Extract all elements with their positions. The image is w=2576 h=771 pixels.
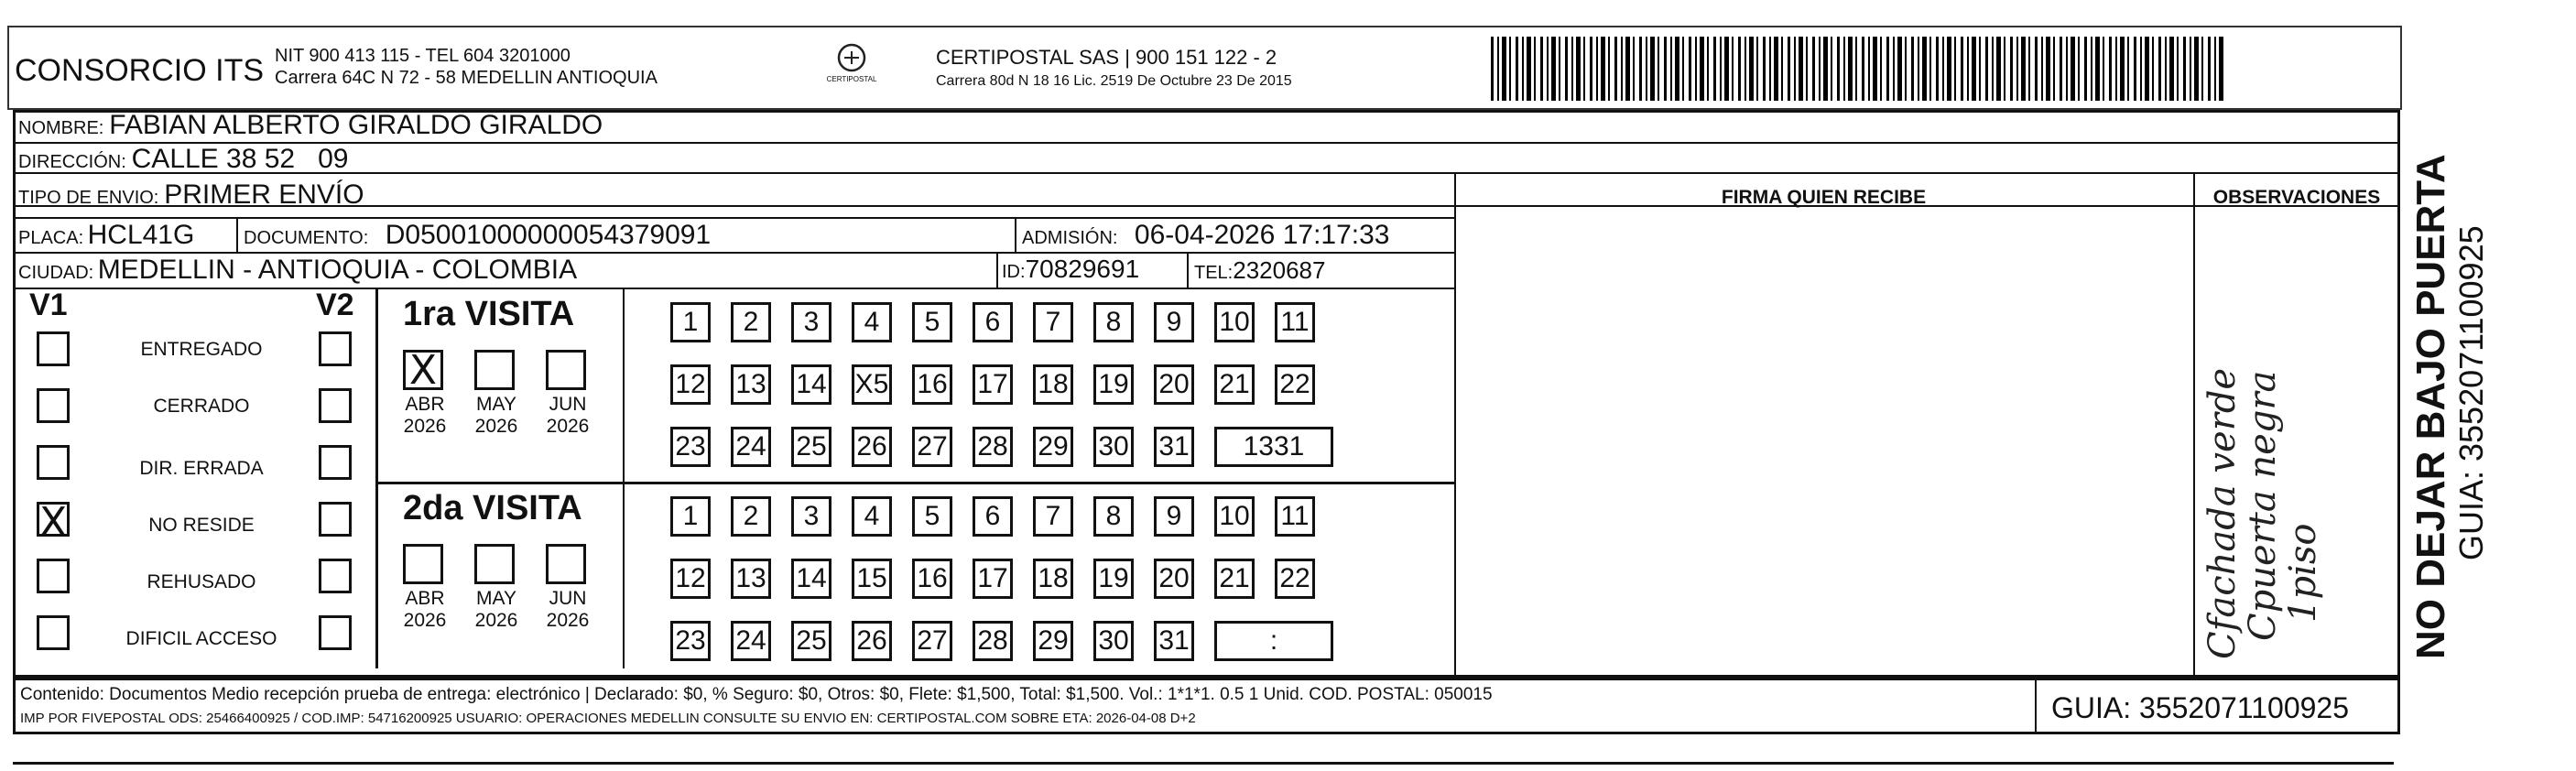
day-box[interactable]: 16 [912, 559, 952, 599]
send-type-value: PRIMER ENVÍO [164, 179, 364, 210]
city-field [18, 255, 577, 286]
address-row [18, 144, 348, 175]
month-checkbox[interactable] [403, 347, 443, 394]
day-box[interactable]: 18 [1033, 559, 1073, 599]
month-label: ABR [405, 588, 445, 609]
side-guia: GUIA: 3552071100925 [2452, 225, 2490, 560]
day-box[interactable]: 23 [670, 427, 711, 467]
status-v1-checkbox[interactable] [37, 388, 70, 423]
admission-field [1022, 220, 1389, 251]
admission-label: ADMISIÓN: [1022, 228, 1118, 248]
day-box[interactable]: X5 [852, 364, 892, 405]
day-box[interactable]: 15 [852, 559, 892, 599]
day-box[interactable]: 3 [791, 496, 831, 537]
day-box[interactable]: 8 [1093, 496, 1134, 537]
v1-label: V1 [29, 288, 68, 322]
day-box[interactable]: 26 [852, 621, 892, 661]
time-box[interactable]: : [1214, 621, 1333, 661]
day-box[interactable]: 27 [912, 621, 952, 661]
plate-field [18, 220, 194, 251]
status-label: CERRADO [153, 396, 250, 417]
day-box[interactable]: 6 [973, 496, 1013, 537]
status-v1-checkbox[interactable] [37, 615, 70, 650]
logo-text: CERTIPOSTAL [826, 75, 877, 83]
name-label: NOMBRE: [18, 118, 104, 138]
v2-label: V2 [316, 288, 354, 322]
barcode [1491, 37, 2223, 101]
status-v2-checkbox[interactable] [319, 331, 352, 366]
day-box[interactable]: 17 [973, 559, 1013, 599]
company-name: CONSORCIO ITS [15, 53, 265, 88]
day-box[interactable]: 16 [912, 364, 952, 405]
status-v2-checkbox[interactable] [319, 615, 352, 650]
company-line1: NIT 900 413 115 - TEL 604 3201000 [275, 46, 571, 66]
check-mark: X [39, 499, 68, 546]
footer-line2: IMP POR FIVEPOSTAL ODS: 25466400925 / COD.IMP: 54716200925 USUARIO: OPERACIONES MEDELLIN CONSULTE SU ENVIO EN: CERTIPOSTAL.COM SOBRE ETA: 2026-04-08 D+2 [20, 711, 1196, 726]
address-label: DIRECCIÓN: [18, 152, 126, 172]
plate-value: HCL41G [87, 220, 195, 250]
month-checkbox[interactable] [403, 544, 443, 584]
status-label: NO RESIDE [148, 515, 255, 536]
visit1-title: 1ra VISITA [403, 295, 575, 333]
day-box[interactable]: 24 [731, 621, 771, 661]
city-label: CIUDAD: [18, 263, 94, 283]
month-checkbox[interactable] [474, 350, 515, 390]
day-box[interactable]: 13 [731, 559, 771, 599]
city-value: MEDELLIN - ANTIOQUIA - COLOMBIA [97, 255, 578, 285]
day-box[interactable]: 5 [912, 302, 952, 342]
handwritten-line: Cfachada verde [2201, 367, 2244, 659]
day-box[interactable]: 4 [852, 302, 892, 342]
day-box[interactable]: 29 [1033, 621, 1073, 661]
month-year: 2026 [474, 610, 518, 631]
status-v1-checkbox[interactable] [37, 445, 70, 480]
day-box[interactable]: 22 [1275, 364, 1315, 405]
tel-value: 2320687 [1233, 256, 1326, 284]
handwritten-line: 1piso [2282, 523, 2324, 623]
admission-value: 06-04-2026 17:17:33 [1134, 220, 1390, 250]
day-box[interactable]: 23 [670, 621, 711, 661]
day-box[interactable]: 7 [1033, 302, 1073, 342]
plate-label: PLACA: [18, 228, 84, 248]
certipostal-line1: CERTIPOSTAL SAS | 900 151 122 - 2 [936, 46, 1277, 69]
day-box[interactable]: 2 [731, 496, 771, 537]
name-value: FABIAN ALBERTO GIRALDO GIRALDO [109, 110, 603, 140]
day-box[interactable]: 25 [791, 621, 831, 661]
day-box[interactable]: 12 [670, 364, 711, 405]
day-box[interactable]: 26 [852, 427, 892, 467]
day-box[interactable]: 5 [912, 496, 952, 537]
day-box[interactable]: 31 [1154, 427, 1194, 467]
day-box[interactable]: 19 [1093, 364, 1134, 405]
id-value: 70829691 [1025, 255, 1140, 283]
day-box[interactable]: 29 [1033, 427, 1073, 467]
day-box[interactable]: 21 [1214, 559, 1255, 599]
day-box[interactable]: 17 [973, 364, 1013, 405]
visit2-title: 2da VISITA [403, 489, 582, 527]
day-box[interactable]: 6 [973, 302, 1013, 342]
time-box[interactable]: 1331 [1214, 427, 1333, 467]
day-box[interactable]: 21 [1214, 364, 1255, 405]
month-year: 2026 [403, 610, 447, 631]
day-box[interactable]: 24 [731, 427, 771, 467]
day-box[interactable]: 3 [791, 302, 831, 342]
id-label: ID: [1002, 262, 1026, 282]
day-box[interactable]: 20 [1154, 364, 1194, 405]
day-box[interactable]: 7 [1033, 496, 1073, 537]
observations-header: OBSERVACIONES [2212, 187, 2381, 208]
status-v2-checkbox[interactable] [319, 445, 352, 480]
month-year: 2026 [546, 416, 590, 437]
day-box[interactable]: 9 [1154, 302, 1194, 342]
day-box[interactable]: 25 [791, 427, 831, 467]
day-box[interactable]: 11 [1275, 496, 1315, 537]
footer-line1: Contenido: Documentos Medio recepción prueba de entrega: electrónico | Declarado: $0, % Seguro: $0, Otros: $0, Flete: $1,500, Total: $1,500. Vol.: 1*1*1. 0.5 1 Unid. COD. POSTAL: 050015 [20, 685, 1493, 704]
month-checkbox[interactable] [546, 350, 586, 390]
status-v2-checkbox[interactable] [319, 388, 352, 423]
month-checkbox[interactable] [474, 544, 515, 584]
day-box[interactable]: 11 [1275, 302, 1315, 342]
send-type-row [18, 179, 364, 211]
check-mark: X [408, 347, 438, 394]
month-year: 2026 [474, 416, 518, 437]
day-box[interactable]: 30 [1093, 621, 1134, 661]
day-box[interactable]: 8 [1093, 302, 1134, 342]
day-box[interactable]: 28 [973, 427, 1013, 467]
document-value: D05001000000054379091 [385, 220, 712, 250]
document-field [244, 220, 711, 251]
certipostal-line2: Carrera 80d N 18 16 Lic. 2519 De Octubre 23 De 2015 [936, 73, 1292, 89]
day-box[interactable]: 10 [1214, 302, 1255, 342]
tel-field [1194, 256, 1325, 285]
day-box[interactable]: 2 [731, 302, 771, 342]
day-box[interactable]: 4 [852, 496, 892, 537]
certipostal-logo [820, 42, 884, 90]
day-box[interactable]: 19 [1093, 559, 1134, 599]
status-v2-checkbox[interactable] [319, 502, 352, 537]
month-label: ABR [405, 394, 445, 415]
day-box[interactable]: 12 [670, 559, 711, 599]
signature-header: FIRMA QUIEN RECIBE [1721, 187, 1927, 208]
document-label: DOCUMENTO: [244, 228, 369, 248]
day-box[interactable]: 27 [912, 427, 952, 467]
month-year: 2026 [546, 610, 590, 631]
send-type-label: TIPO DE ENVIO: [18, 188, 159, 208]
day-box[interactable]: 31 [1154, 621, 1194, 661]
day-box[interactable]: 14 [791, 364, 831, 405]
status-v1-checkbox[interactable] [37, 499, 70, 546]
status-label: DIR. ERRADA [139, 458, 264, 479]
day-box[interactable]: 1 [670, 496, 711, 537]
id-field [1002, 255, 1139, 284]
day-box[interactable]: 10 [1214, 496, 1255, 537]
side-warning: NO DEJAR BAJO PUERTA [2408, 154, 2453, 659]
month-year: 2026 [403, 416, 447, 437]
day-box[interactable]: 30 [1093, 427, 1134, 467]
day-box[interactable]: 28 [973, 621, 1013, 661]
name-row [18, 110, 603, 141]
day-box[interactable]: 22 [1275, 559, 1315, 599]
day-box[interactable]: 18 [1033, 364, 1073, 405]
day-box[interactable]: 20 [1154, 559, 1194, 599]
month-label: JUN [549, 588, 587, 609]
status-label: DIFICIL ACCESO [125, 628, 277, 649]
month-label: MAY [476, 394, 516, 415]
company-line2: Carrera 64C N 72 - 58 MEDELLIN ANTIOQUIA [275, 68, 658, 88]
day-box[interactable]: 9 [1154, 496, 1194, 537]
footer-guia: GUIA: 3552071100925 [2051, 691, 2349, 724]
tel-label: TEL: [1194, 263, 1234, 283]
day-box[interactable]: 13 [731, 364, 771, 405]
status-label: ENTREGADO [140, 339, 263, 360]
status-label: REHUSADO [147, 571, 256, 592]
day-box[interactable]: 1 [670, 302, 711, 342]
month-checkbox[interactable] [546, 544, 586, 584]
status-v1-checkbox[interactable] [37, 331, 70, 366]
status-v1-checkbox[interactable] [37, 559, 70, 593]
month-label: MAY [476, 588, 516, 609]
handwritten-line: Cpuerta negra [2242, 370, 2284, 641]
status-v2-checkbox[interactable] [319, 559, 352, 593]
month-label: JUN [549, 394, 587, 415]
day-box[interactable]: 14 [791, 559, 831, 599]
address-value: CALLE 38 52 09 [131, 144, 349, 174]
